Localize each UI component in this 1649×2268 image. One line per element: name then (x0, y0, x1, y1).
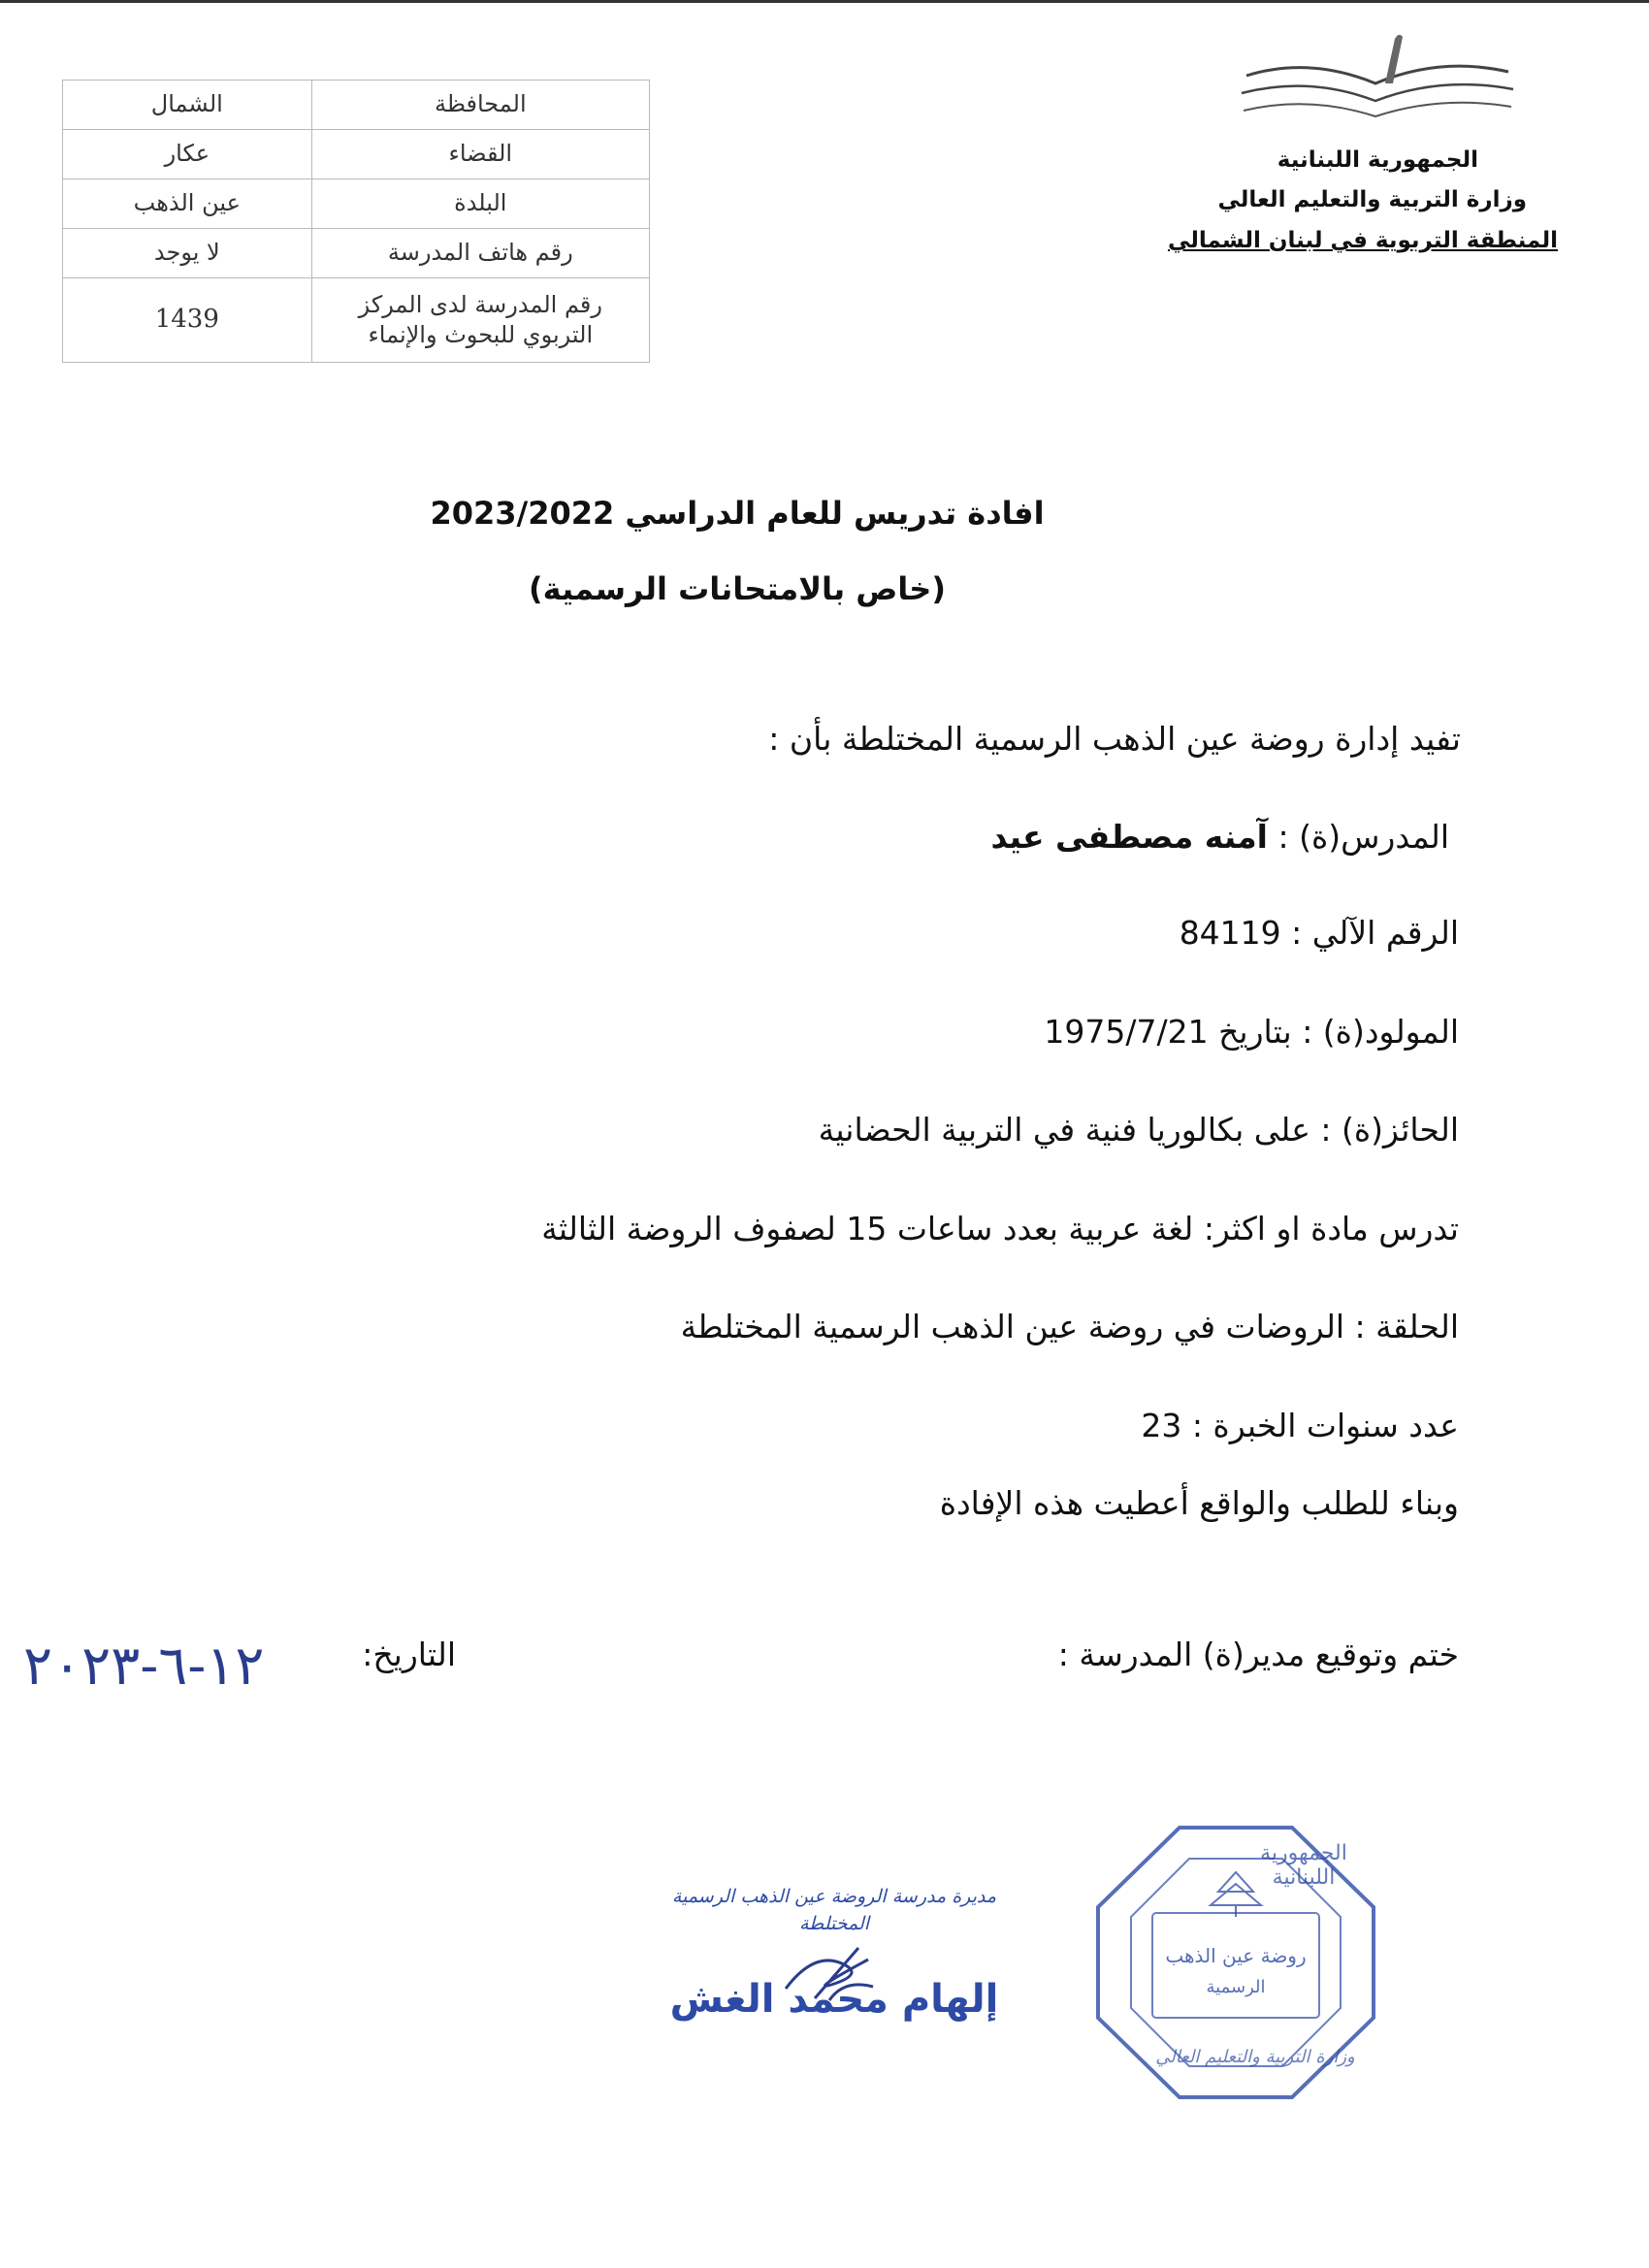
subject-line: تدرس مادة او اكثر: لغة عربية بعدد ساعات 15 لصفوف الروضة الثالثة (541, 1210, 1459, 1247)
school-number-label-line2: التربوي للبحوث والإنماء (368, 321, 594, 348)
experience-line (1141, 1407, 1459, 1444)
table-row (63, 130, 650, 179)
district-label: القضاء (311, 130, 649, 179)
closing-line: وبناء للطلب والواقع أعطيت هذه الإفادة (939, 1484, 1459, 1522)
birth-line (1044, 1013, 1459, 1051)
seal-outer-text: الجمهورية اللبنانية (1260, 1841, 1347, 1890)
cycle-line: الحلقة : الروضات في روضة عين الذهب الرسمية المختلطة (680, 1308, 1459, 1345)
teacher-line (990, 818, 1449, 856)
scan-border (0, 0, 1649, 3)
id-value: 84119 (1179, 914, 1281, 952)
director-title-line2: المختلطة (798, 1912, 870, 1934)
school-number-value: 1439 (63, 278, 312, 363)
seal-inner-line2: الرسمية (1206, 1977, 1266, 1997)
school-number-label-line1: رقم المدرسة لدى المركز (358, 290, 602, 318)
teacher-label: المدرس(ة) : (1277, 818, 1449, 856)
experience-value: 23 (1141, 1407, 1182, 1444)
table-row (63, 81, 650, 130)
page-title: افادة تدريس للعام الدراسي 2023/2022 (430, 495, 1045, 532)
header-region: المنطقة التربوية في لبنان الشمالي (1167, 228, 1558, 253)
page-subtitle: (خاص بالامتحانات الرسمية) (529, 570, 946, 607)
seal-inner-line1: روضة عين الذهب (1165, 1944, 1307, 1967)
district-value: عكار (63, 130, 312, 179)
header-republic: الجمهورية اللبنانية (1277, 147, 1478, 173)
school-info-table (62, 80, 650, 363)
table-row (63, 179, 650, 229)
id-label: الرقم الآلي : (1291, 914, 1459, 952)
handwritten-date: ١٢-٦-٢٠٢٣ (23, 1635, 265, 1698)
governorate-value: الشمال (63, 81, 312, 130)
header-ministry: وزارة التربية والتعليم العالي (1217, 187, 1527, 212)
director-title-line1: مديرة مدرسة الروضة عين الذهب الرسمية (671, 1886, 997, 1907)
id-line (1180, 914, 1459, 952)
degree-line: الحائز(ة) : على بكالوريا فنية في التربية الحضانية (818, 1111, 1459, 1149)
birth-value: 1975/7/21 (1044, 1013, 1209, 1051)
table-row (63, 229, 650, 278)
school-number-label (311, 278, 649, 363)
birth-label: المولود(ة) : بتاريخ (1218, 1013, 1459, 1051)
town-value: عين الذهب (63, 179, 312, 229)
town-label: البلدة (311, 179, 649, 229)
stamp-signature-label: ختم وتوقيع مدير(ة) المدرسة : (1057, 1636, 1459, 1673)
school-phone-value: لا يوجد (63, 229, 312, 278)
seal-outer-bottom: وزارة التربية والتعليم العالي (1155, 2047, 1355, 2067)
director-name: إلهام محمد الغش (669, 1977, 999, 2022)
ministry-logo-icon (1232, 27, 1523, 124)
table-row (63, 278, 650, 363)
date-label: التاريخ: (362, 1636, 456, 1673)
school-phone-label: رقم هاتف المدرسة (311, 229, 649, 278)
official-seal (1090, 1822, 1381, 2103)
experience-label: عدد سنوات الخبرة : (1191, 1407, 1459, 1444)
director-title (660, 1884, 1009, 1937)
governorate-label: المحافظة (311, 81, 649, 130)
intro-line: تفيد إدارة روضة عين الذهب الرسمية المختلطة بأن : (768, 720, 1461, 758)
teacher-name: آمنه مصطفى عيد (990, 818, 1268, 856)
